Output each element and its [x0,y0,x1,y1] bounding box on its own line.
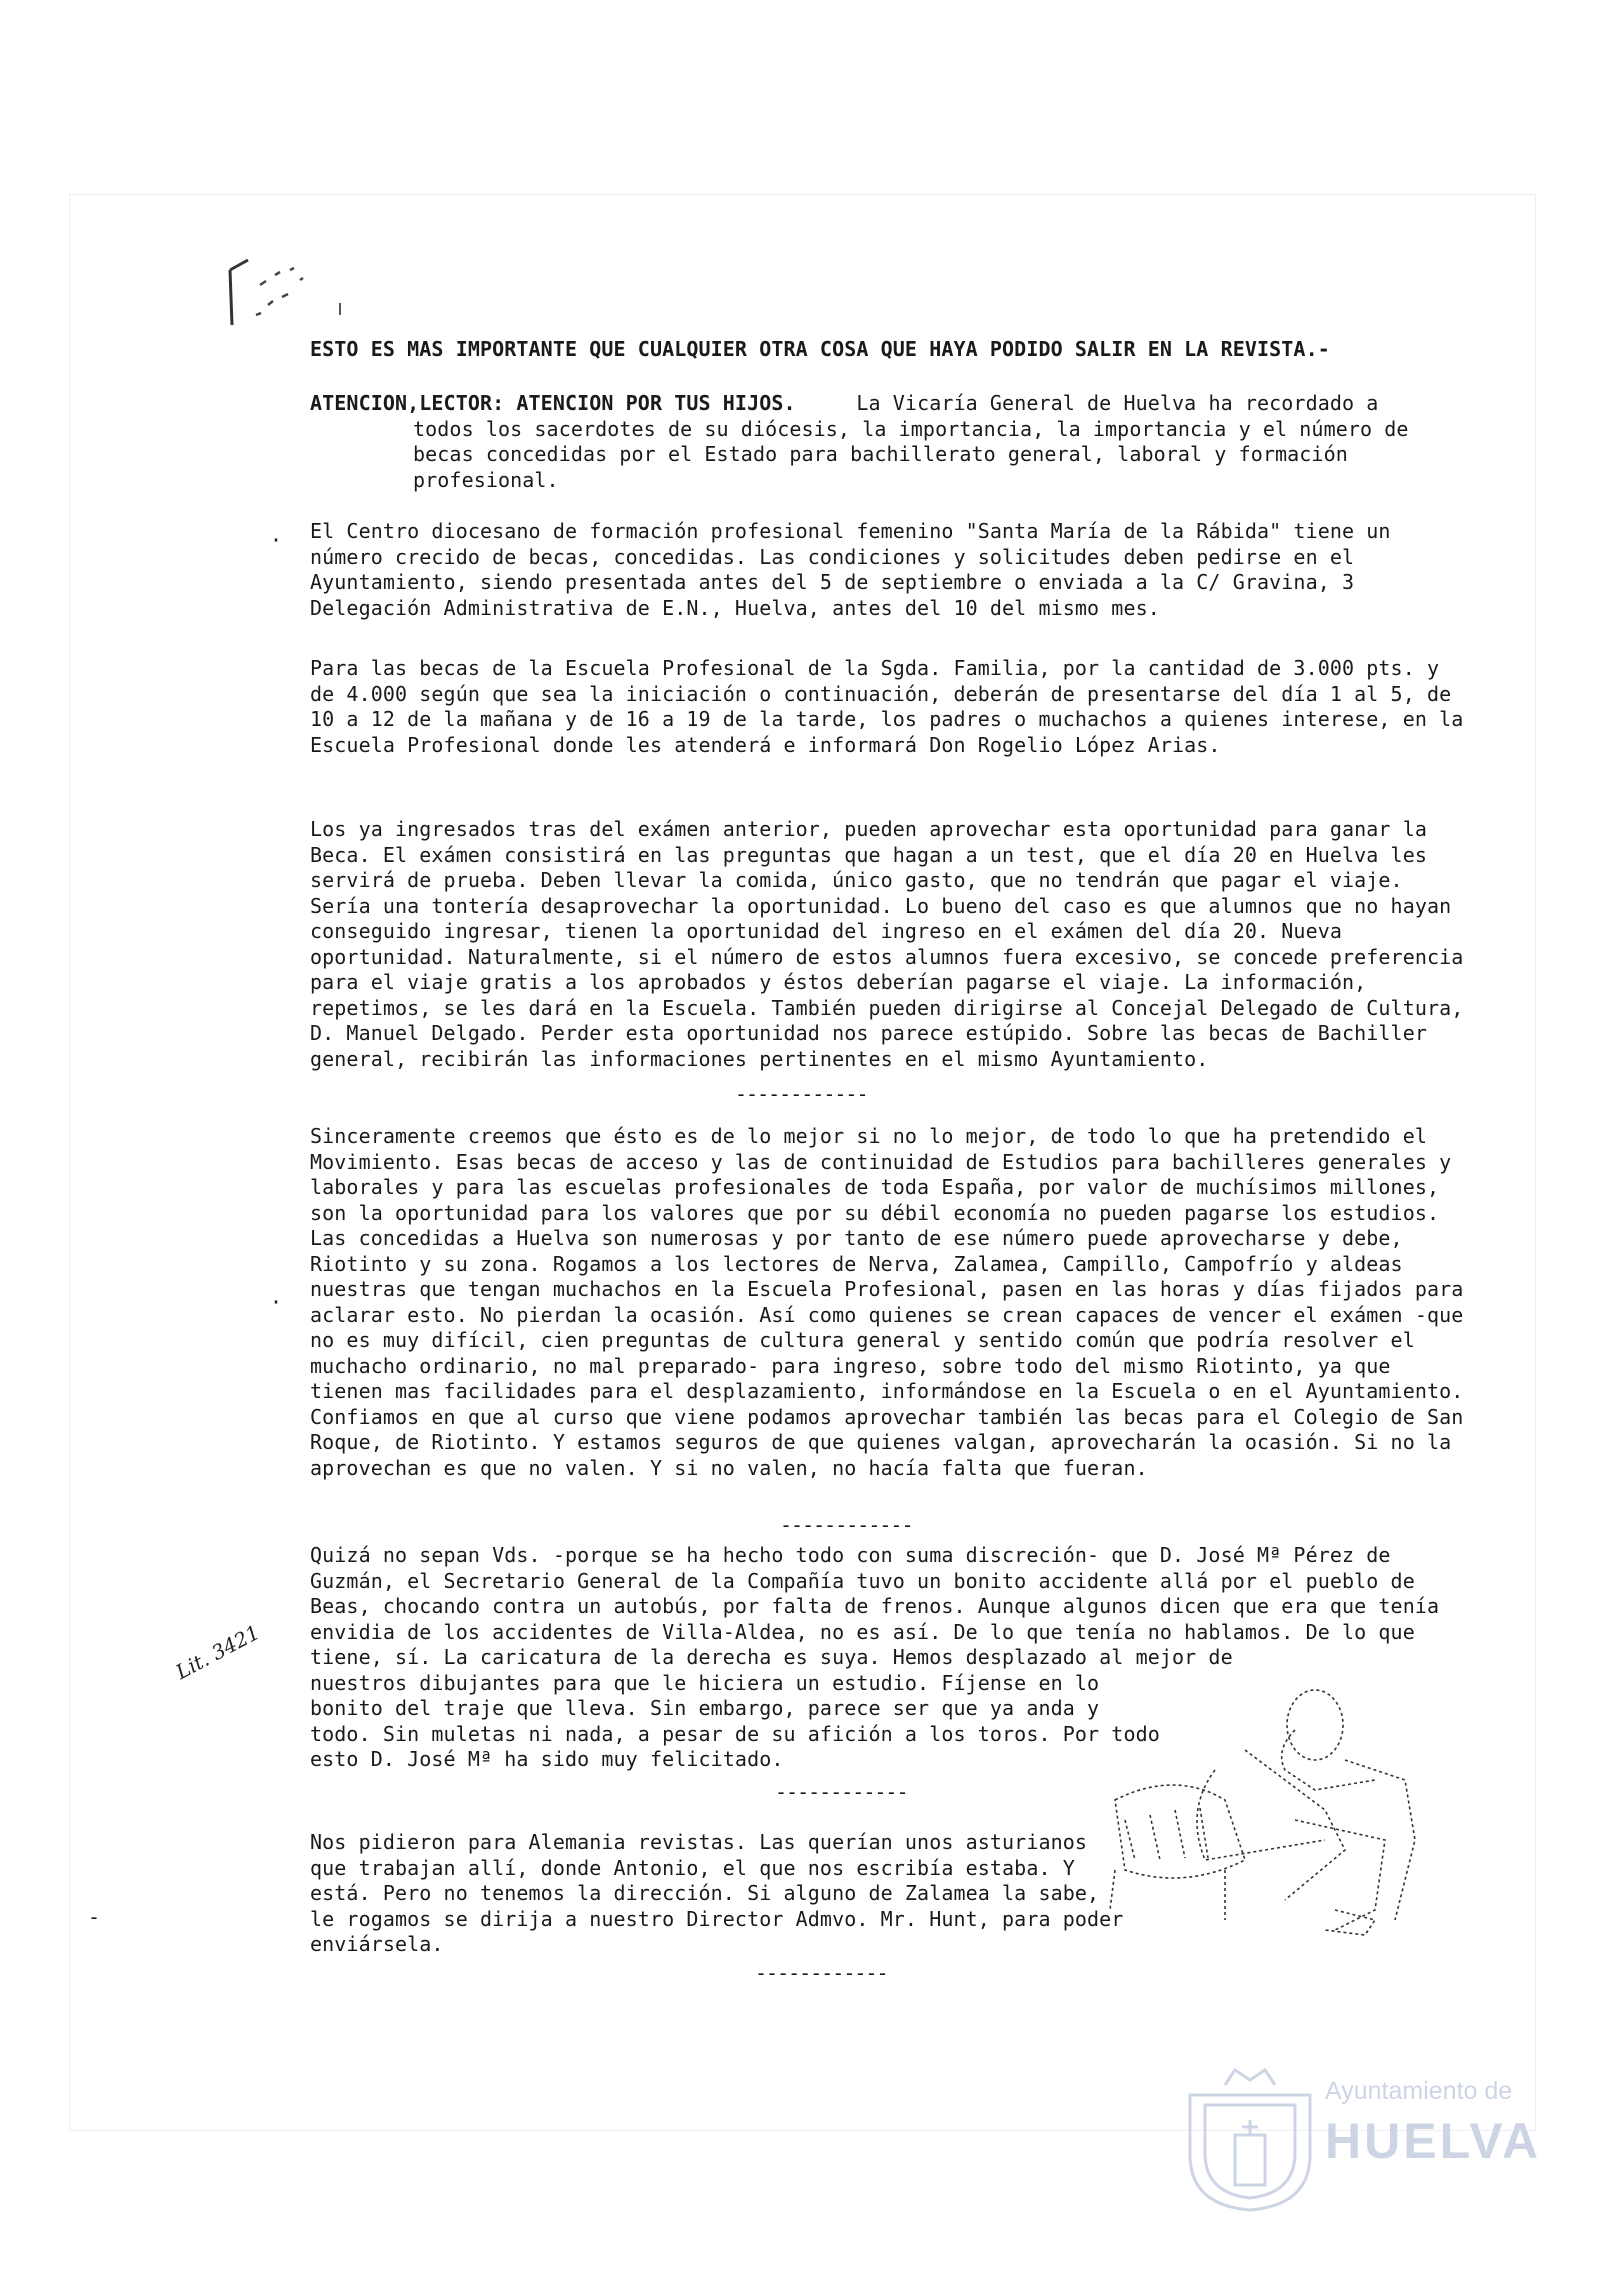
paragraph-first-line: La Vicaría General de Huelva ha recordado a [856,391,1379,415]
paragraph-narrow-part: nuestros dibujantes para que le hiciera un estudio. Fíjense en lo bonito del traje que lleva. Sin embargo, parece ser que ya anda y todo. Sin muletas ni nada, a pesar de su afición a los toros. Por todo esto D. José Mª ha sido muy felicitado. [310,1670,1160,1771]
paragraph-sinceramente: Sinceramente creemos que ésto es de lo mejor si no lo mejor, de todo lo que ha pretendido el Movimiento. Esas becas de acceso y las de continuidad de Estudios para bachilleres generales y laborales y para las escuelas profesionales de toda España, por valor de muchísimos millones, son la oportunidad para los valores que por su débil economía no pueden pagarse los estudios. Las concedidas a Huelva son numerosas y por tanto de ese número puede aprovecharse y debe, Riotinto y su zona. Rogamos a los lectores de Nerva, Zalamea, Campillo, Campofrío y aldeas nuestras que tengan muchachos en la Escuela Profesional, pasen en las horas y días fijados para aclarar esto. No pierdan la ocasión. Así como quienes se crean capaces de vencer el exámen -que no es muy difícil, cien preguntas de cultura general y sentido común que podría resolver el muchacho ordinario, no mal preparado- para ingreso, sobre todo del mismo Riotinto, ya que tienen mas facilidades para el desplazamiento, informándose en la Escuela o en el Ayuntamiento. Confiamos en que al curso que viene podamos aprovechar también las becas para el Colegio de San Roque, de Riotinto. Y estamos seguros de que quienes valgan, aprovecharán la ocasión. Si no la aprovechan es que no valen. Y si no valen, no hacía falta que fueran. [310,1124,1464,1480]
pencil-marks [220,225,380,335]
headline: ESTO ES MAS IMPORTANTE QUE CUALQUIER OTRA COSA QUE HAYA PODIDO SALIR EN LA REVISTA.- [310,337,1330,361]
margin-dot: - [88,1905,101,1929]
separator-dashes: ------------ [755,1961,888,1985]
logo-title: HUELVA [1325,2113,1542,2169]
paragraph-ingresados: Los ya ingresados tras del exámen anterior, pueden aprovechar esta oportunidad para ganar la Beca. El exámen consistirá en las preguntas que hagan a un test, que el día 20 en Huelva les servirá de prueba. Deben llevar la comida, único gasto, que no tendrán que pagar el viaje. Sería una tontería desaprovechar la oportunidad. Lo bueno del caso es que alumnos que no hayan conseguido ingresar, tienen la oportunidad del ingreso en el exámen del día 20. Nueva oportunidad. Naturalmente, si el número de estos alumnos fuera excesivo, se concede preferencia para el viaje gratis a los aprobados y éstos deberían pagarse el viaje. La información, repetimos, se les dará en la Escuela. También pueden dirigirse al Concejal Delegado de Cultura, D. Manuel Delgado. Perder esta oportunidad nos parece estúpido. Sobre las becas de Bachiller general, recibirán las informaciones pertinentes en el mismo Ayuntamiento. [310,817,1464,1071]
margin-dot: · [270,1290,283,1314]
handwritten-note: Lit. 3421 [171,1619,264,1685]
paragraph-atencion [310,391,1470,493]
logo-subtitle: Ayuntamiento de [1325,2077,1513,2105]
separator-dashes: ------------ [735,1082,868,1106]
paragraph-lead: ATENCION,LECTOR: ATENCION POR TUS HIJOS. [310,391,796,415]
paragraph-alemania: Nos pidieron para Alemania revistas. Las querían unos asturianos que trabajan allí, donde Antonio, el que nos escribía estaba. Y está. Pero no tenemos la dirección. Si alguno de Zalamea la sabe, le rogamos se dirija a nuestro Director Admvo. Mr. Hunt, para poder enviársela. [310,1830,1124,1956]
caricature-drawing-icon [1095,1670,1425,1940]
separator-dashes: ------------ [780,1513,913,1537]
margin-dot: · [270,528,283,552]
paragraph-wide-part: Quizá no sepan Vds. -porque se ha hecho todo con suma discreción- que D. José Mª Pérez de Guzmán, el Secretario General de la Compañía tuvo un bonito accidente allá por el pueblo de Beas, chocando contra un autobús, por falta de frenos. Aunque algunos dicen que era que tenía envidia de los accidentes de Villa-Aldea, no es así. De lo que tenía no hablamos. De lo que tiene, sí. La caricatura de la derecha es suya. Hemos desplazado al mejor de [310,1543,1440,1669]
separator-dashes: ------------ [775,1780,908,1804]
paragraph-indented: todos los sacerdotes de su diócesis, la importancia, la importancia y el número de becas concedidas por el Estado para bachillerato general, laboral y formación profesional. [413,416,1409,492]
paragraph-escuela-profesional: Para las becas de la Escuela Profesional de la Sgda. Familia, por la cantidad de 3.000 pts. y de 4.000 según que sea la iniciación o continuación, deberán de presentarse del día 1 al 5, de 10 a 12 de la mañana y de 16 a 19 de la tarde, los padres o muchachos a quienes interese, en la Escuela Profesional donde les atenderá e informará Don Rogelio López Arias. [310,656,1464,757]
paragraph-centro-diocesano: El Centro diocesano de formación profesional femenino "Santa María de la Rábida" tiene un número crecido de becas, concedidas. Las condiciones y solicitudes deben pedirse en el Ayuntamiento, siendo presentada antes del 5 de septiembre o enviada a la C/ Gravina, 3 Delegación Administrativa de E.N., Huelva, antes del 10 del mismo mes. [310,519,1391,620]
